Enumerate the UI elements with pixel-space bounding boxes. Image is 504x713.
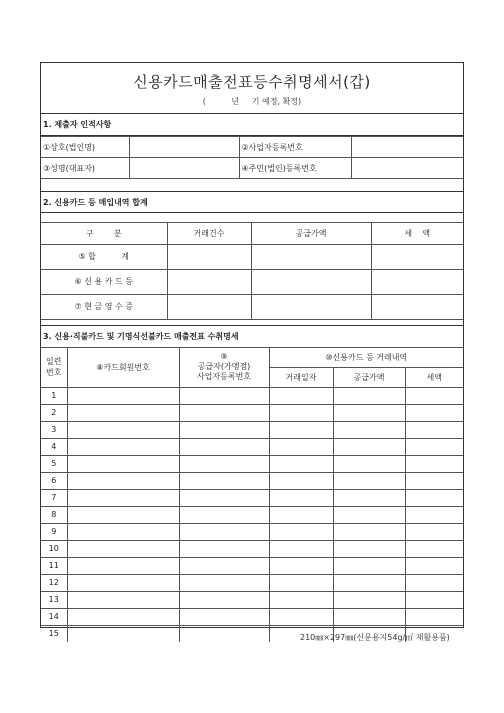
transaction-tax-cell[interactable] — [405, 540, 463, 557]
credit-supply-field[interactable] — [251, 269, 371, 294]
table-row — [41, 591, 463, 608]
representative-field[interactable] — [129, 158, 239, 179]
serial-number: 5 — [41, 455, 67, 472]
table-row — [41, 472, 463, 489]
card-number-cell[interactable] — [67, 506, 179, 523]
serial-number: 9 — [41, 523, 67, 540]
table-row — [41, 557, 463, 574]
transaction-supply-cell[interactable] — [333, 574, 405, 591]
cash-supply-field[interactable] — [251, 294, 371, 319]
gap — [41, 179, 463, 191]
transaction-date-cell[interactable] — [269, 472, 333, 489]
table-row — [41, 438, 463, 455]
transaction-tax-cell[interactable] — [405, 608, 463, 625]
table-row — [41, 489, 463, 506]
header-card-number: ⑧카드회원번호 — [67, 347, 179, 387]
transaction-date-cell[interactable] — [269, 421, 333, 438]
serial-number: 13 — [41, 591, 67, 608]
transaction-tax-cell[interactable] — [405, 489, 463, 506]
section2-table — [41, 223, 463, 320]
card-number-cell[interactable] — [67, 523, 179, 540]
header-transaction-date: 거래일자 — [269, 367, 333, 387]
card-number-cell[interactable] — [67, 404, 179, 421]
transaction-supply-cell[interactable] — [333, 421, 405, 438]
transaction-supply-cell[interactable] — [333, 404, 405, 421]
supplier-number-cell[interactable] — [179, 574, 269, 591]
transaction-tax-cell[interactable] — [405, 506, 463, 523]
card-number-cell[interactable] — [67, 540, 179, 557]
card-number-cell[interactable] — [67, 574, 179, 591]
supplier-number-cell[interactable] — [179, 455, 269, 472]
transaction-date-cell[interactable] — [269, 404, 333, 421]
transaction-supply-cell[interactable] — [333, 523, 405, 540]
table-row — [41, 387, 463, 404]
cash-tax-field[interactable] — [371, 294, 463, 319]
transaction-supply-cell[interactable] — [333, 387, 405, 404]
supplier-number-cell[interactable] — [179, 472, 269, 489]
serial-number: 3 — [41, 421, 67, 438]
transaction-tax-cell[interactable] — [405, 591, 463, 608]
row-cash-receipt-label: ⑦ 현 금 영 수 증 — [41, 294, 167, 319]
card-number-cell[interactable] — [67, 625, 179, 642]
transaction-tax-cell[interactable] — [405, 455, 463, 472]
supplier-number-cell[interactable] — [179, 608, 269, 625]
supplier-number-cell[interactable] — [179, 489, 269, 506]
table-row — [41, 404, 463, 421]
header-supplier-label: 공급자(가맹점) 사업자등록번호 — [196, 362, 252, 381]
form-subtitle: ( 년 기 예정, 확정) — [202, 97, 302, 106]
credit-count-field[interactable] — [167, 269, 251, 294]
transaction-supply-cell[interactable] — [333, 591, 405, 608]
serial-number: 12 — [41, 574, 67, 591]
title-area — [41, 63, 463, 114]
serial-number: 8 — [41, 506, 67, 523]
card-number-cell[interactable] — [67, 421, 179, 438]
transaction-tax-cell[interactable] — [405, 523, 463, 540]
transaction-date-cell[interactable] — [269, 387, 333, 404]
supplier-number-cell[interactable] — [179, 540, 269, 557]
company-name-label: ①상호(법인명) — [41, 137, 129, 158]
table-row — [41, 506, 463, 523]
header-tax: 세 액 — [371, 223, 463, 244]
form-title: 신용카드매출전표등수취명세서(갑) — [133, 73, 371, 91]
transaction-tax-cell[interactable] — [405, 557, 463, 574]
supplier-number-cell[interactable] — [179, 387, 269, 404]
supplier-number-cell[interactable] — [179, 438, 269, 455]
table-row — [41, 421, 463, 438]
total-tax-field[interactable] — [371, 244, 463, 269]
header-transaction-supply: 공급가액 — [333, 367, 405, 387]
table-row — [41, 574, 463, 591]
serial-number: 10 — [41, 540, 67, 557]
transaction-date-cell[interactable] — [269, 557, 333, 574]
section1-table — [41, 136, 463, 179]
transaction-date-cell[interactable] — [269, 540, 333, 557]
header-supplier — [179, 347, 269, 387]
header-supplier-mark: ⑨ — [220, 352, 228, 361]
table-row — [41, 455, 463, 472]
serial-number: 4 — [41, 438, 67, 455]
registration-number-field[interactable] — [351, 158, 463, 179]
transaction-supply-cell[interactable] — [333, 557, 405, 574]
total-supply-field[interactable] — [251, 244, 371, 269]
serial-number: 6 — [41, 472, 67, 489]
card-number-cell[interactable] — [67, 387, 179, 404]
transaction-date-cell[interactable] — [269, 574, 333, 591]
transaction-supply-cell[interactable] — [333, 455, 405, 472]
row-credit-card-label: ⑥ 신 용 카 드 등 — [41, 269, 167, 294]
card-number-cell[interactable] — [67, 455, 179, 472]
registration-number-label: ④주민(법인)등록번호 — [239, 158, 351, 179]
business-number-field[interactable] — [351, 137, 463, 158]
serial-number: 2 — [41, 404, 67, 421]
transaction-tax-cell[interactable] — [405, 574, 463, 591]
supplier-number-cell[interactable] — [179, 625, 269, 642]
supplier-number-cell[interactable] — [179, 506, 269, 523]
header-count: 거래건수 — [167, 223, 251, 244]
transaction-tax-cell[interactable] — [405, 472, 463, 489]
section2-heading: 2. 신용카드 등 매입내역 합계 — [41, 191, 463, 213]
cash-count-field[interactable] — [167, 294, 251, 319]
table-row — [41, 540, 463, 557]
serial-number: 1 — [41, 387, 67, 404]
serial-number: 11 — [41, 557, 67, 574]
transaction-supply-cell[interactable] — [333, 608, 405, 625]
transaction-date-cell[interactable] — [269, 506, 333, 523]
transaction-supply-cell[interactable] — [333, 489, 405, 506]
table-row — [41, 608, 463, 625]
supplier-number-cell[interactable] — [179, 421, 269, 438]
header-serial: 일련 번호 — [41, 347, 67, 387]
card-number-cell[interactable] — [67, 591, 179, 608]
row-total-label: ⑤ 합 계 — [41, 244, 167, 269]
section1-heading: 1. 제출자 인적사항 — [41, 114, 463, 136]
card-number-cell[interactable] — [67, 608, 179, 625]
transaction-supply-cell[interactable] — [333, 438, 405, 455]
transaction-tax-cell[interactable] — [405, 404, 463, 421]
card-number-cell[interactable] — [67, 489, 179, 506]
transaction-supply-cell[interactable] — [333, 472, 405, 489]
table-row — [41, 523, 463, 540]
card-number-cell[interactable] — [67, 438, 179, 455]
section3-table — [41, 347, 463, 643]
serial-number: 14 — [41, 608, 67, 625]
supplier-number-cell[interactable] — [179, 557, 269, 574]
transaction-date-cell[interactable] — [269, 591, 333, 608]
transaction-date-cell[interactable] — [269, 608, 333, 625]
footer-paper-spec: 210㎜×297㎜(신문용지54g/㎡ 재활용품) — [300, 633, 450, 642]
serial-number: 7 — [41, 489, 67, 506]
header-category: 구 분 — [41, 223, 167, 244]
header-transaction-tax: 세액 — [405, 367, 463, 387]
credit-tax-field[interactable] — [371, 269, 463, 294]
representative-label: ③성명(대표자) — [41, 158, 129, 179]
section3-heading: 3. 신용·직불카드 및 기명식선불카드 매출전표 수취명세 — [41, 325, 463, 347]
supplier-number-cell[interactable] — [179, 523, 269, 540]
header-supply-value: 공급가액 — [251, 223, 371, 244]
header-transaction-group: ⑩신용카드 등 거래내역 — [269, 347, 463, 367]
transaction-date-cell[interactable] — [269, 455, 333, 472]
transaction-tax-cell[interactable] — [405, 387, 463, 404]
supplier-number-cell[interactable] — [179, 404, 269, 421]
transaction-tax-cell[interactable] — [405, 438, 463, 455]
card-number-cell[interactable] — [67, 472, 179, 489]
supplier-number-cell[interactable] — [179, 591, 269, 608]
transaction-supply-cell[interactable] — [333, 540, 405, 557]
total-count-field[interactable] — [167, 244, 251, 269]
transaction-date-cell[interactable] — [269, 438, 333, 455]
transaction-date-cell[interactable] — [269, 523, 333, 540]
serial-number: 15 — [41, 625, 67, 642]
company-name-field[interactable] — [129, 137, 239, 158]
transaction-date-cell[interactable] — [269, 489, 333, 506]
business-number-label: ②사업자등록번호 — [239, 137, 351, 158]
transaction-supply-cell[interactable] — [333, 506, 405, 523]
card-number-cell[interactable] — [67, 557, 179, 574]
transaction-tax-cell[interactable] — [405, 421, 463, 438]
